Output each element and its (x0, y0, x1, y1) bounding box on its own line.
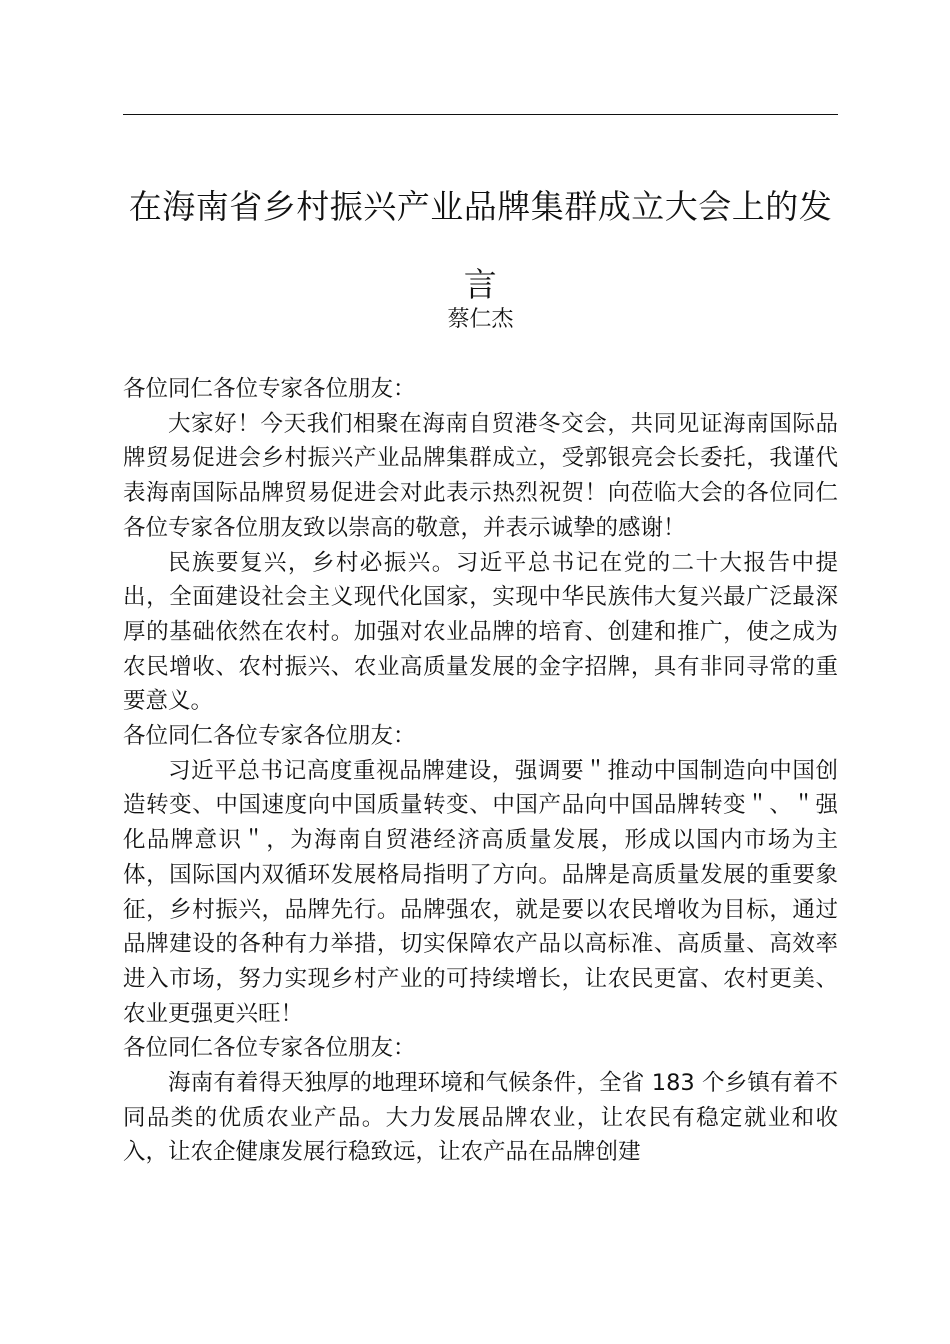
body-paragraph: 海南有着得天独厚的地理环境和气候条件，全省 183 个乡镇有着不同品类的优质农业产品。大力发展品牌农业，让农民有稳定就业和收入，让农企健康发展行稳致远，让农产品在品牌创建 (123, 1070, 838, 1166)
salutation-paragraph: 各位同仁各位专家各位朋友： (123, 1035, 416, 1062)
body-paragraph: 民族要复兴，乡村必振兴。习近平总书记在党的二十大报告中提出，全面建设社会主义现代化国家，实现中华民族伟大复兴最广泛最深厚的基础依然在农村。加强对农业品牌的培育、创建和推广，使之成为农民增收、农村振兴、农业高质量发展的金字招牌，具有非同寻常的重要意义。 (123, 549, 838, 715)
author-name: 蔡仁杰 (447, 307, 514, 332)
salutation-paragraph: 各位同仁各位专家各位朋友： (123, 723, 416, 750)
document-body (123, 372, 838, 1170)
body-paragraph: 大家好！今天我们相聚在海南自贸港冬交会，共同见证海南国际品牌贸易促进会乡村振兴产业品牌集群成立，受郭银亮会长委托，我谨代表海南国际品牌贸易促进会对此表示热烈祝贺！向莅临大会的各位同仁各位专家各位朋友致以崇高的敬意，并表示诚挚的感谢！ (123, 410, 838, 541)
body-paragraph: 习近平总书记高度重视品牌建设，强调要＂推动中国制造向中国创造转变、中国速度向中国质量转变、中国产品向中国品牌转变＂、＂强化品牌意识＂，为海南自贸港经济高质量发展，形成以国内市场为主体，国际国内双循环发展格局指明了方向。品牌是高质量发展的重要象征，乡村振兴，品牌先行。品牌强农，就是要以农民增收为目标，通过品牌建设的各种有力举措，切实保障农产品以高标准、高质量、高效率进入市场，努力实现乡村产业的可持续增长，让农民更富、农村更美、农业更强更兴旺！ (123, 757, 838, 1027)
document-title: 在海南省乡村振兴产业品牌集群成立大会上的发言 (128, 187, 833, 304)
salutation-paragraph: 各位同仁各位专家各位朋友： (123, 376, 416, 402)
header-rule (123, 114, 838, 115)
